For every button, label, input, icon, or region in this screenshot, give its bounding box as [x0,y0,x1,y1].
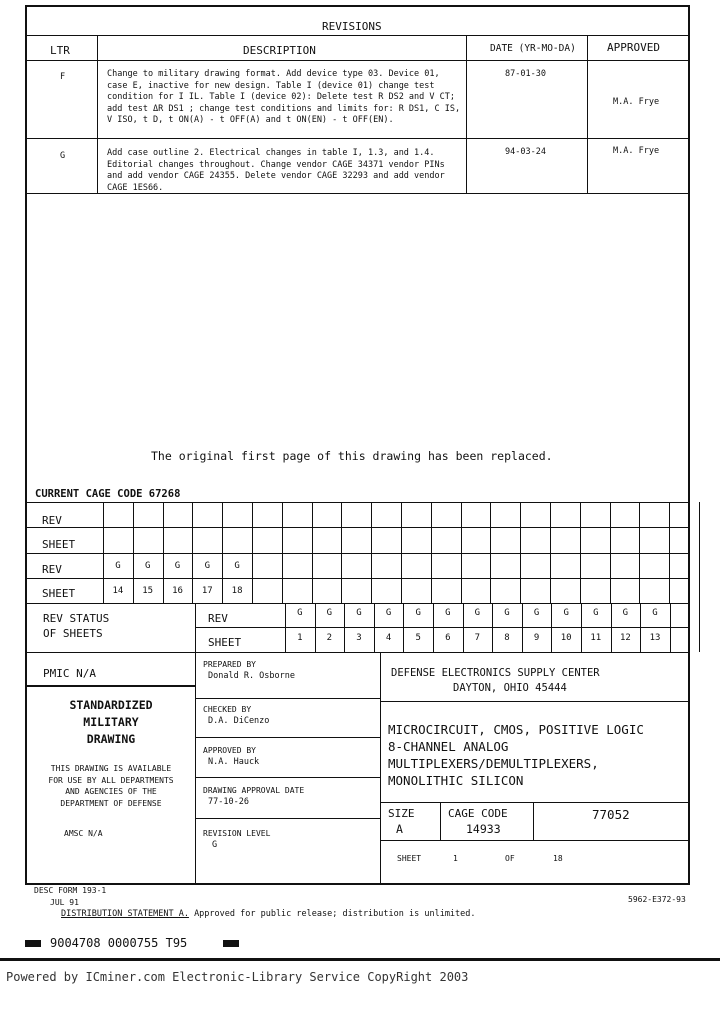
replacement-note: The original first page of this drawing has been replaced. [151,449,553,463]
sheet-info-of: OF [505,854,515,863]
lower-sheet-cell: 7 [474,633,481,643]
upper-rev-cell: G [204,561,210,571]
std-drawing-availability: THIS DRAWING IS AVAILABLE FOR USE BY ALL DEPARTMENTS AND AGENCIES OF THE DEPARTMENT OF DEFENSE [48,764,174,808]
revisions-title: REVISIONS [322,20,382,33]
lower-rev-cell: G [652,608,658,618]
grid-vline [431,502,432,603]
lower-sheet-cell: 13 [649,633,661,643]
header-ltr: LTR [50,44,70,57]
lower-sheet-cell: 11 [590,633,602,643]
size-label: SIZE [388,807,415,820]
grid-vline [461,502,462,603]
barcode-text: 9004708 0000755 T95 [50,936,188,950]
approval-date-label: DRAWING APPROVAL DATE [203,786,305,795]
rev-g-date: 94-03-24 [505,147,546,157]
std-drawing-title: STANDARDIZED MILITARY DRAWING [69,698,153,746]
sheet-info-total: 18 [553,854,563,863]
approval-date: 77-10-26 [208,797,249,807]
sheet-info-label: SHEET [397,854,422,863]
sheet-info-number: 1 [453,854,458,863]
lower-rev-cell: G [297,608,303,618]
lower-rev-cell: G [356,608,362,618]
prepared-name: Donald R. Osborne [208,671,295,681]
powered-by: Powered by ICminer.com Electronic-Library Service CopyRight 2003 [6,970,469,984]
rev-label-2: REV [42,563,62,576]
cage-value: 14933 [466,822,501,836]
rev-status-label: REV STATUS [43,612,110,625]
lower-sheet-cell: 3 [356,633,362,643]
distribution-label: DISTRIBUTION STATEMENT A. [61,909,189,919]
grid-vline [699,502,700,603]
doc-number: 5962-E372-93 [628,895,686,904]
grid-vline [639,502,640,603]
current-cage-code: CURRENT CAGE CODE 67268 [35,488,181,500]
header-approved: APPROVED [607,41,660,54]
lower-rev-cell: G [326,608,333,618]
size-value: A [396,822,403,836]
lower-sheet-cell: 1 [297,633,303,643]
agency-location: DAYTON, OHIO 45444 [453,682,567,694]
grid-vline [610,502,611,603]
barcode-bar-right [223,940,239,947]
cage-label: CAGE CODE [448,807,508,820]
sheet-label-3: SHEET [208,636,242,649]
grid-vline [341,502,342,603]
approved-label: APPROVED BY [203,746,256,755]
form-date: JUL 91 [50,898,79,907]
lower-rev-cell: G [504,608,510,618]
pmic: PMIC N/A [43,667,96,680]
revision-level-label: REVISION LEVEL [203,829,271,838]
grid-vline [550,502,551,603]
lower-rev-cell: G [533,608,540,618]
upper-sheet-cell: 18 [231,586,243,596]
upper-sheet-cell: 17 [201,586,213,596]
checked-label: CHECKED BY [203,705,252,714]
grid-vline [312,502,313,603]
upper-rev-cell: G [115,561,121,571]
lower-sheet-cell: 8 [504,633,510,643]
rev-f-ltr: F [60,72,66,82]
rev-f-date: 87-01-30 [505,69,546,79]
frame-bottom [25,883,690,885]
rev-g-ltr: G [60,151,66,161]
of-sheets-label: OF SHEETS [43,627,103,640]
upper-rev-cell: G [144,561,151,571]
grid-vline [371,502,372,603]
grid-vline [282,502,283,603]
rev-g-description: Add case outline 2. Electrical changes in table I, 1.3, and 1.4. Editorial changes throughout. Change vendor CAGE 34371 vendor PINs and add vendor CAGE 24355. Delete vendor CAGE 32293 and add vendor CAGE 1ES66. [107,148,445,193]
upper-sheet-cell: 14 [112,586,124,596]
grid-vline [699,603,700,652]
rev-label-3: REV [208,612,228,625]
prepared-label: PREPARED BY [203,660,256,669]
upper-rev-cell: G [174,561,181,571]
lower-sheet-cell: 6 [445,633,451,643]
grid-vline [669,502,670,603]
lower-rev-cell: G [563,608,569,618]
footer-rule [0,958,720,961]
lower-sheet-cell: 2 [326,633,333,643]
drawing-title: MICROCIRCUIT, CMOS, POSITIVE LOGIC 8-CHANNEL ANALOG MULTIPLEXERS/DEMULTIPLEXERS, MONOLITHIC SILICON [388,722,644,788]
upper-rev-cell: G [234,561,240,571]
lower-sheet-cell: 9 [533,633,540,643]
lower-rev-cell: G [385,608,392,618]
sheet-label-2: SHEET [42,587,76,600]
barcode-bar-left [25,940,41,947]
grid-vline [520,502,521,603]
grid-vline [670,603,671,652]
amsc: AMSC N/A [64,829,103,838]
checked-name: D.A. DiCenzo [208,716,270,726]
distribution-statement [61,909,476,919]
rev-f-description: Change to military drawing format. Add device type 03. Device 01, case E, inactive for new design. Table I (device 01) change test condition for I IL. Table I (device 02): Delete test R DS2 and V CT; add test ΔR DS1 ; change test conditions and limits for: R DS1, C IS, V ISO, t D, t ON(A) - t OFF(A) and t ON(EN) - t OFF(EN). [107,69,461,125]
upper-sheet-cell: 16 [172,586,183,596]
lower-sheet-cell: 4 [385,633,392,643]
desc-form: DESC FORM 193-1 [34,886,107,895]
grid-vline [580,502,581,603]
lower-rev-cell: G [415,608,421,618]
grid-vline [252,502,253,603]
agency-name: DEFENSE ELECTRONICS SUPPLY CENTER [391,667,600,679]
approved-name: N.A. Hauck [208,757,260,767]
frame-top [25,5,690,7]
lower-rev-cell: G [593,608,599,618]
distribution-text: Approved for public release; distribution is unlimited. [194,909,476,919]
upper-sheet-cell: 15 [142,586,154,596]
lower-rev-cell: G [445,608,451,618]
lower-sheet-cell: 5 [415,633,421,643]
revision-level: G [212,840,218,850]
lower-sheet-cell: 12 [619,633,631,643]
rev-g-approved: M.A. Frye [613,146,660,156]
header-date: DATE (YR-MO-DA) [490,43,576,54]
lower-rev-cell: G [474,608,481,618]
frame-right [688,5,690,885]
rev-label-1: REV [42,514,62,527]
frame-left [25,5,27,885]
grid-vline [490,502,491,603]
header-description: DESCRIPTION [243,44,316,57]
lower-sheet-cell: 10 [560,633,572,643]
lower-rev-cell: G [622,608,629,618]
rev-f-approved: M.A. Frye [613,97,660,107]
drawing-number: 77052 [592,807,630,822]
sheet-label-1: SHEET [42,538,76,551]
grid-vline [401,502,402,603]
